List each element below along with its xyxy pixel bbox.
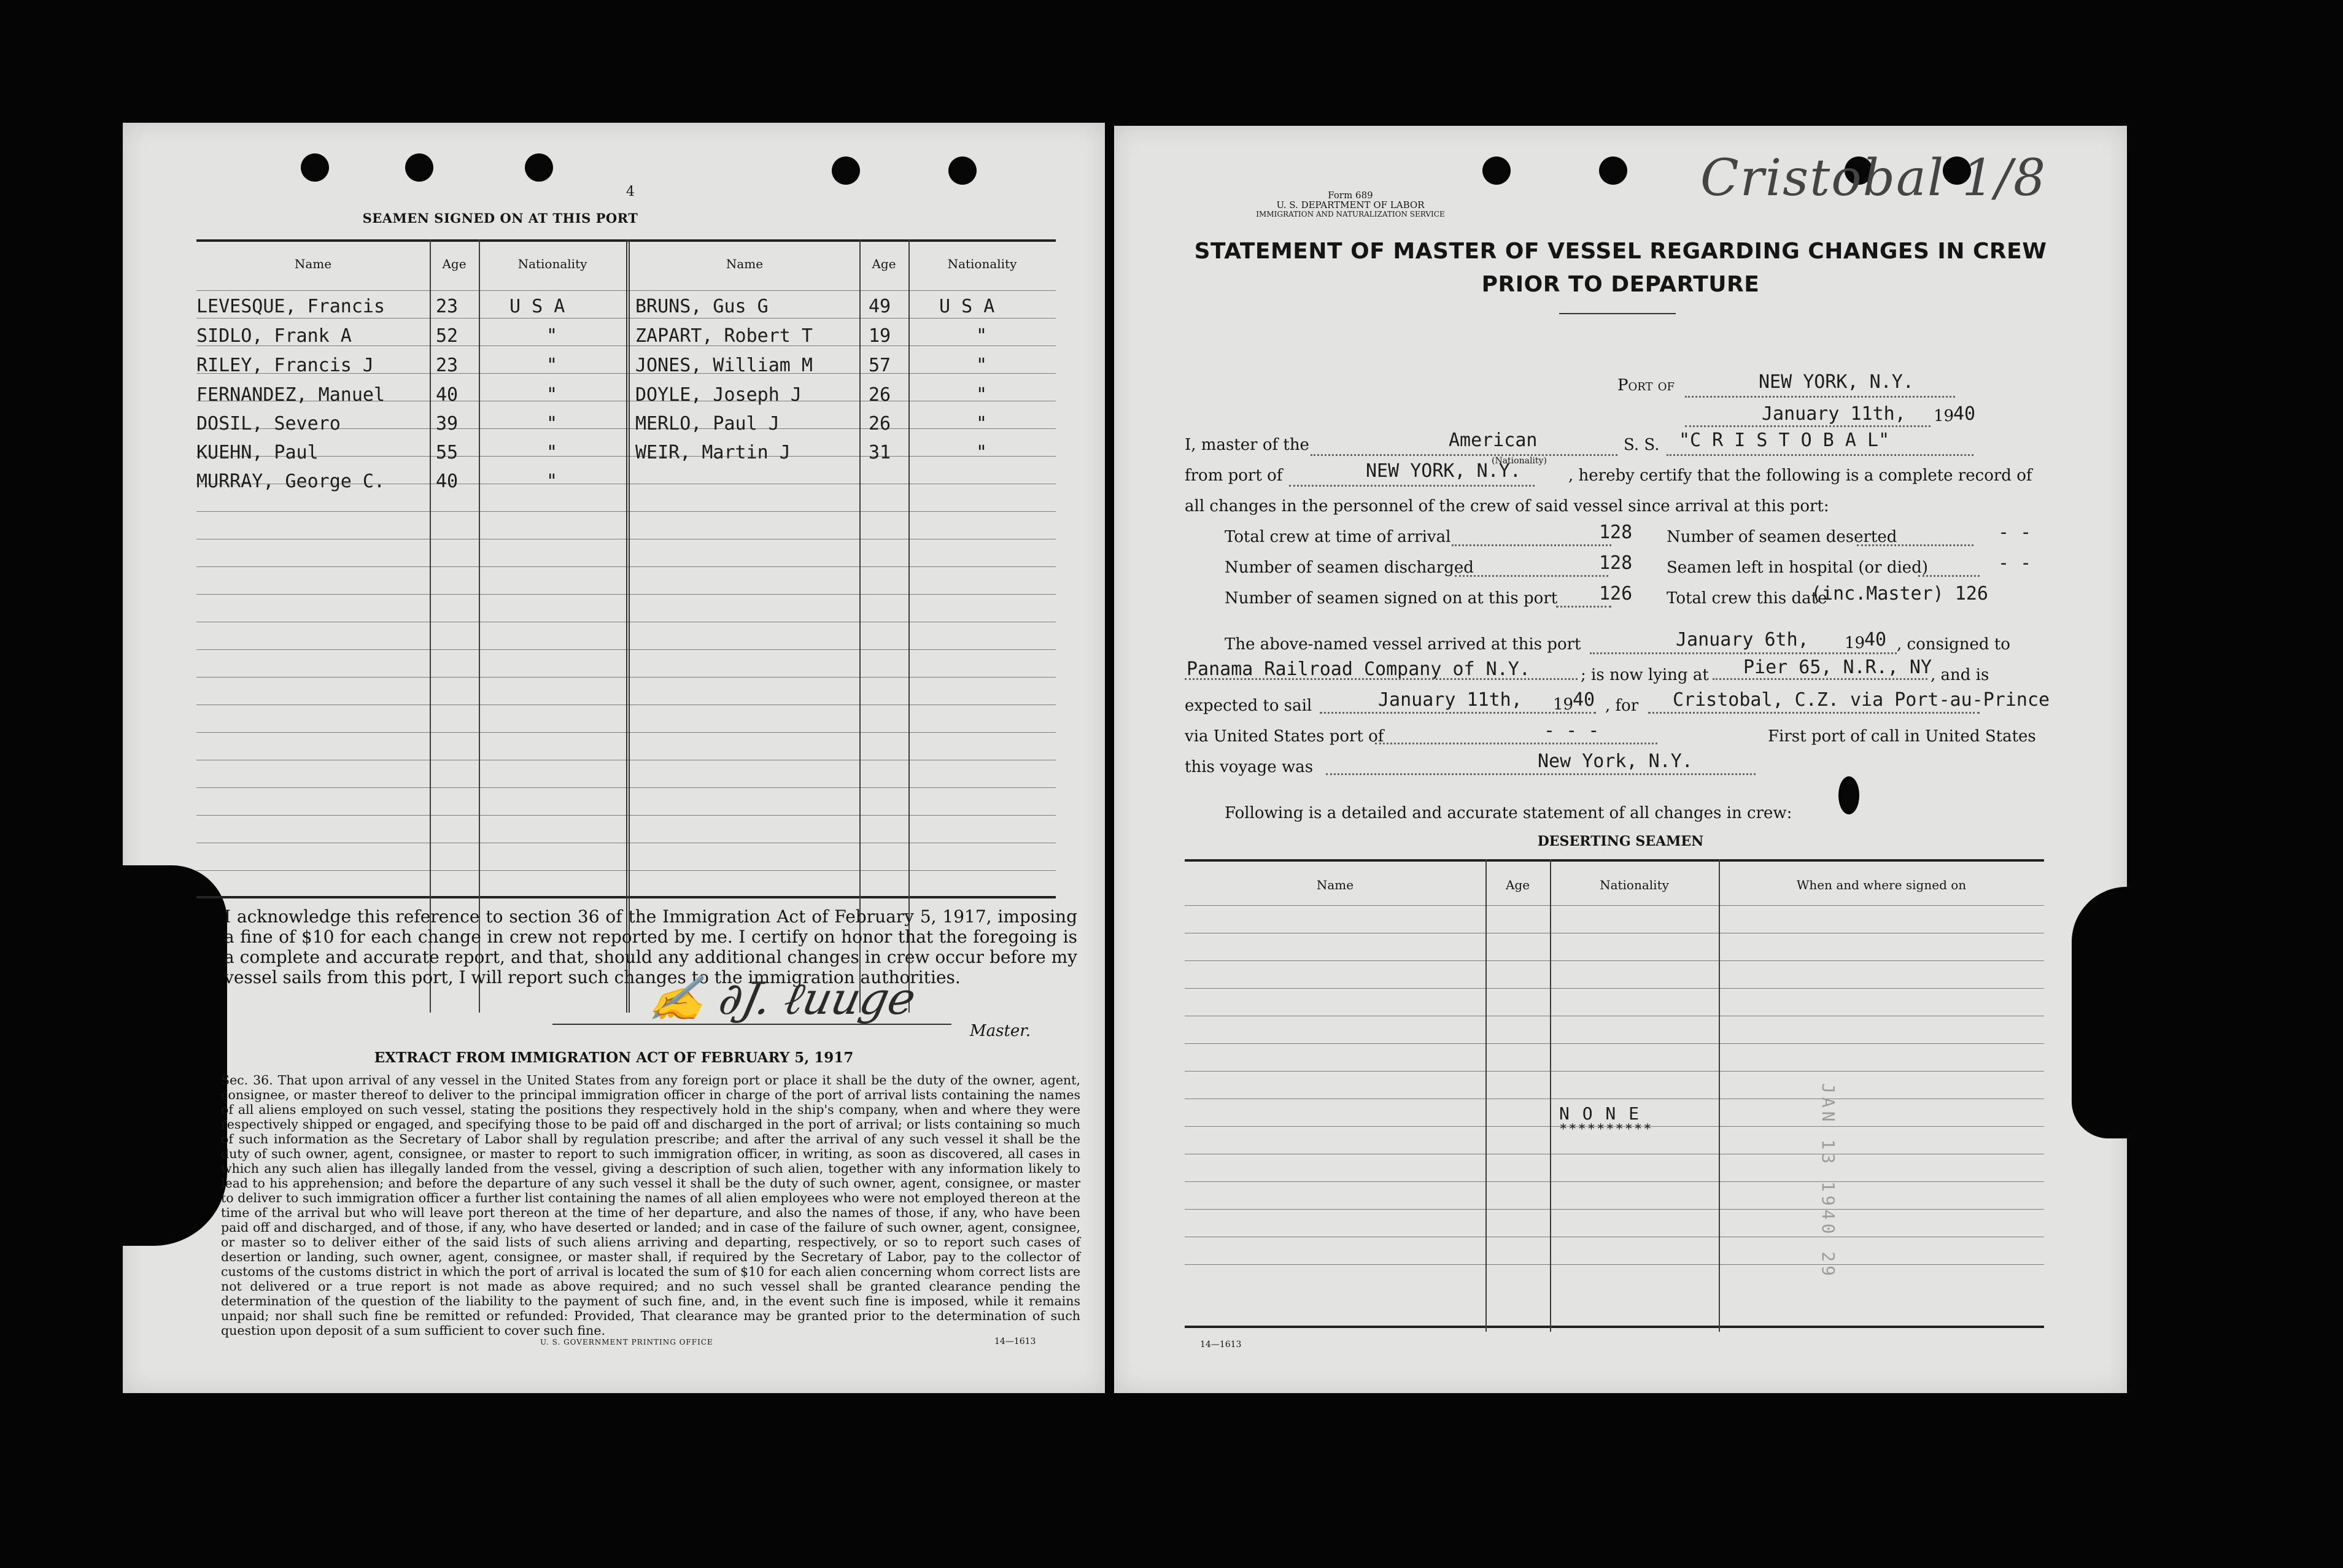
crew-nationality: U S A (939, 296, 995, 317)
crew-name: ZAPART, Robert T (635, 325, 813, 347)
dotted-line (1590, 652, 1897, 654)
ss-label: S. S. (1624, 436, 1660, 454)
count-value: (inc.Master) 126 (1811, 583, 1988, 604)
page-number: 4 (626, 184, 635, 199)
crew-name: KUEHN, Paul (196, 442, 319, 463)
punch-hole (525, 153, 553, 182)
ink-blot (1838, 776, 1859, 814)
count-label: Number of seamen deserted (1667, 528, 1897, 546)
right-page (1114, 126, 2127, 1393)
destination-value: Cristobal, C.Z. via Port-au-Prince (1673, 689, 2050, 711)
count-value: 128 (1599, 552, 1633, 574)
year-prefix: 19 (1934, 407, 1954, 425)
signature-line (552, 1024, 951, 1025)
form-title-line1: STATEMENT OF MASTER OF VESSEL REGARDING CHANGES IN CREW (1194, 239, 2047, 264)
dotted-line (1452, 544, 1611, 546)
dotted-line (1667, 454, 1973, 456)
dotted-line (1685, 425, 1931, 427)
crew-age: 55 (436, 442, 459, 463)
none-underline: ********** (1559, 1122, 1653, 1137)
dotted-line (1857, 544, 1973, 546)
via-value: - - - (1544, 720, 1600, 741)
year-prefix: 19 (1845, 634, 1865, 652)
title-rule (1559, 313, 1676, 314)
crew-nationality: " (976, 413, 988, 434)
deserting-seamen-title: DESERTING SEAMEN (1537, 833, 1704, 849)
left-page (123, 123, 1105, 1393)
dotted-line (1375, 743, 1657, 744)
count-value: 128 (1599, 522, 1633, 543)
crew-age: 19 (869, 325, 891, 347)
dotted-line (1556, 606, 1611, 608)
extract-text: Sec. 36. That upon arrival of any vessel in the United States from any foreign port or place it shall be the duty of the owner, agent, consignee, or master thereof to deliver to the principal immigration officer in charge of the port of arrival lists containing the names of all aliens employed on such vessel, stating the positions they respectively hold in the ship's company, when and where they were respectively shipped or engaged, and specifying those to be paid off and discharged in the port of arrival; or lists containing so much of such information as the Secretary of Labor shall by regulation prescribe; and after the arrival of any such vessel it shall be the duty of such owner, agent, consignee, or master to report to such immigration officer, in writing, as soon as discovered, all cases in which any such alien has illegally landed from the vessel, giving a description of such alien, together with any information likely to lead to his apprehension; and before the departure of any such vessel it shall be the duty of such owner, agent, consignee, or master to deliver to such immigration officer a further list containing the names of all alien employees who were not employed thereon at the time of the arrival but who will leave port thereon at the time of her departure, and also the names of those, if any, who have been paid off and discharged, and of those, if any, who have deserted or landed; and in case of the failure of such owner, agent, consignee, or master so to deliver either of the said lists of such aliens arriving and departing, respectively, or so to report such cases of desertion or landing, such owner, agent, consignee, or master shall, if required by the Secretary of Labor, pay to the collector of customs of the customs district in which the port of arrival is located the sum of $10 for each alien concerning whom correct lists are not delivered or a true report is not made as above required; and no such vessel shall be granted clearance pending the determination of the question of the liability to the payment of such fine, and, in the event such fine is imposed, while it remains unpaid; nor shall such fine be remitted or refunded: Provided, That clearance may be granted prior to the determination of such question upon deposit of a sum sufficient to cover such fine. (221, 1073, 1080, 1338)
crew-age: 40 (436, 471, 459, 492)
signed-on-title: SEAMEN SIGNED ON AT THIS PORT (362, 210, 638, 226)
crew-name: DOYLE, Joseph J (635, 384, 802, 406)
dotted-line (1289, 485, 1535, 487)
crew-age: 40 (436, 384, 459, 406)
crew-nationality: " (546, 442, 558, 463)
consignee-value: Panama Railroad Company of N.Y. (1187, 658, 1530, 680)
column-header: When and where signed on (1796, 878, 1967, 892)
crew-age: 26 (869, 413, 891, 434)
from-port-value: NEW YORK, N.Y. (1366, 460, 1521, 482)
master-label: Master. (970, 1022, 1031, 1040)
form-number: Form 689 (1328, 190, 1373, 201)
count-value: 126 (1599, 583, 1633, 604)
dotted-line (1918, 575, 1980, 577)
crew-age: 23 (436, 296, 459, 317)
nationality-sublabel: (Nationality) (1492, 456, 1547, 466)
count-label: Total crew this date (1667, 589, 1827, 608)
punch-hole (301, 153, 329, 182)
first-port-label: First port of call in United States (1768, 727, 2036, 746)
count-value: - - (1998, 522, 2032, 543)
dotted-line (1455, 575, 1608, 577)
crew-nationality: " (976, 384, 988, 406)
certify-text: , hereby certify that the following is a complete record of (1568, 466, 2032, 485)
voyage-label: this voyage was (1185, 758, 1314, 776)
crew-name: SIDLO, Frank A (196, 325, 352, 347)
crew-age: 57 (869, 355, 891, 376)
crew-name: LEVESQUE, Francis (196, 296, 385, 317)
torn-edge (2072, 887, 2127, 1138)
form-code: 14—1613 (1200, 1340, 1242, 1350)
via-label: via United States port of (1185, 727, 1384, 746)
crew-age: 26 (869, 384, 891, 406)
crew-age: 52 (436, 325, 459, 347)
crew-nationality: " (976, 325, 988, 347)
crew-nationality: " (546, 384, 558, 406)
punch-hole (405, 153, 433, 182)
column-header: Nationality (947, 257, 1017, 271)
count-label: Seamen left in hospital (or died) (1667, 558, 1928, 577)
received-stamp: JAN 13 1940 29 (1818, 1083, 1838, 1280)
arrived-label: The above-named vessel arrived at this port (1225, 635, 1581, 654)
crew-nationality: " (976, 442, 988, 463)
crew-age: 39 (436, 413, 459, 434)
dotted-line (1713, 678, 1927, 680)
for-label: , for (1605, 697, 1639, 715)
crew-name: JONES, William M (635, 355, 813, 376)
dotted-line (1326, 773, 1756, 775)
acknowledgement-text: I acknowledge this reference to section 36 of the Immigration Act of February 5, 1917, imposing a fine of $10 for each change in crew not reported by me. I certify on honor that the foregoing is a complete and accurate report, and that, should any additional changes in crew occur before my vessel sails from this port, I will report such changes to the immigration authorities. (224, 906, 1077, 987)
year-prefix: 19 (1553, 695, 1574, 714)
count-label: Total crew at time of arrival (1225, 528, 1451, 546)
certify-text-line2: all changes in the personnel of the crew of said vessel since arrival at this port: (1185, 497, 1829, 516)
master-signature: ✍ ∂J. ℓuuge (645, 973, 921, 1024)
crew-name: WEIR, Martin J (635, 442, 791, 463)
punch-hole (1482, 156, 1511, 185)
punch-hole (1599, 156, 1627, 185)
dotted-line (1648, 712, 1980, 714)
expected-label: expected to sail (1185, 697, 1312, 715)
port-value: NEW YORK, N.Y. (1759, 371, 1914, 393)
count-label: Number of seamen signed on at this port (1225, 589, 1558, 608)
dotted-line (1685, 396, 1955, 398)
lying-label: ; is now lying at (1581, 666, 1709, 684)
crew-name: FERNANDEZ, Manuel (196, 384, 385, 406)
nationality-value: American (1449, 430, 1538, 451)
crew-age: 31 (869, 442, 891, 463)
master-of-label: I, master of the (1185, 436, 1309, 454)
count-value: - - (1998, 552, 2032, 574)
crew-name: BRUNS, Gus G (635, 296, 769, 317)
signed-on-table (196, 239, 1056, 1013)
punch-hole (832, 156, 860, 185)
dotted-line (1185, 678, 1578, 680)
column-header: Age (1505, 878, 1530, 892)
arrived-year: 40 (1864, 629, 1887, 651)
port-label: Port of (1617, 376, 1675, 395)
column-header: Age (442, 257, 467, 271)
crew-nationality: " (546, 355, 558, 376)
punch-hole (948, 156, 977, 185)
crew-age: 23 (436, 355, 459, 376)
crew-name: MERLO, Paul J (635, 413, 780, 434)
consigned-label: , consigned to (1897, 635, 2010, 654)
form-code: 14—1613 (994, 1337, 1036, 1346)
ship-name: "C R I S T O B A L" (1679, 430, 1890, 451)
voyage-value: New York, N.Y. (1538, 751, 1693, 772)
arrived-date: January 6th, (1676, 629, 1809, 651)
sail-year: 40 (1573, 689, 1595, 711)
department: U. S. DEPARTMENT OF LABOR (1276, 199, 1425, 210)
column-header: Name (726, 257, 764, 271)
and-is-label: , and is (1931, 666, 1989, 684)
year-value: 40 (1953, 403, 1976, 425)
column-header: Age (872, 257, 896, 271)
crew-nationality: " (546, 325, 558, 347)
from-port-label: from port of (1185, 466, 1283, 485)
column-header: Nationality (517, 257, 587, 271)
printing-office: U. S. GOVERNMENT PRINTING OFFICE (540, 1338, 713, 1346)
service: IMMIGRATION AND NATURALIZATION SERVICE (1256, 210, 1445, 218)
none-value: N O N E (1559, 1103, 1641, 1124)
crew-name: RILEY, Francis J (196, 355, 374, 376)
form-title-line2: PRIOR TO DEPARTURE (1481, 272, 1760, 297)
extract-title: EXTRACT FROM IMMIGRATION ACT OF FEBRUARY 5, 1917 (374, 1049, 854, 1066)
crew-nationality: " (546, 413, 558, 434)
crew-nationality: U S A (509, 296, 565, 317)
following-label: Following is a detailed and accurate statement of all changes in crew: (1225, 804, 1792, 822)
crew-nationality: " (976, 355, 988, 376)
deserting-seamen-table (1185, 859, 2044, 1332)
dotted-line (1311, 454, 1617, 456)
crew-nationality: " (546, 471, 558, 492)
sail-date: January 11th, (1378, 689, 1522, 711)
crew-name: DOSIL, Severo (196, 413, 341, 434)
date-value: January 11th, (1762, 403, 1906, 425)
column-header: Name (294, 257, 332, 271)
crew-age: 49 (869, 296, 891, 317)
column-header: Nationality (1600, 878, 1669, 892)
count-label: Number of seamen discharged (1225, 558, 1474, 577)
crew-name: MURRAY, George C. (196, 471, 385, 492)
handwritten-note: Cristobal 1/8 (1700, 149, 2047, 207)
pier-value: Pier 65, N.R., NY (1743, 657, 1932, 678)
column-header: Name (1316, 878, 1354, 892)
